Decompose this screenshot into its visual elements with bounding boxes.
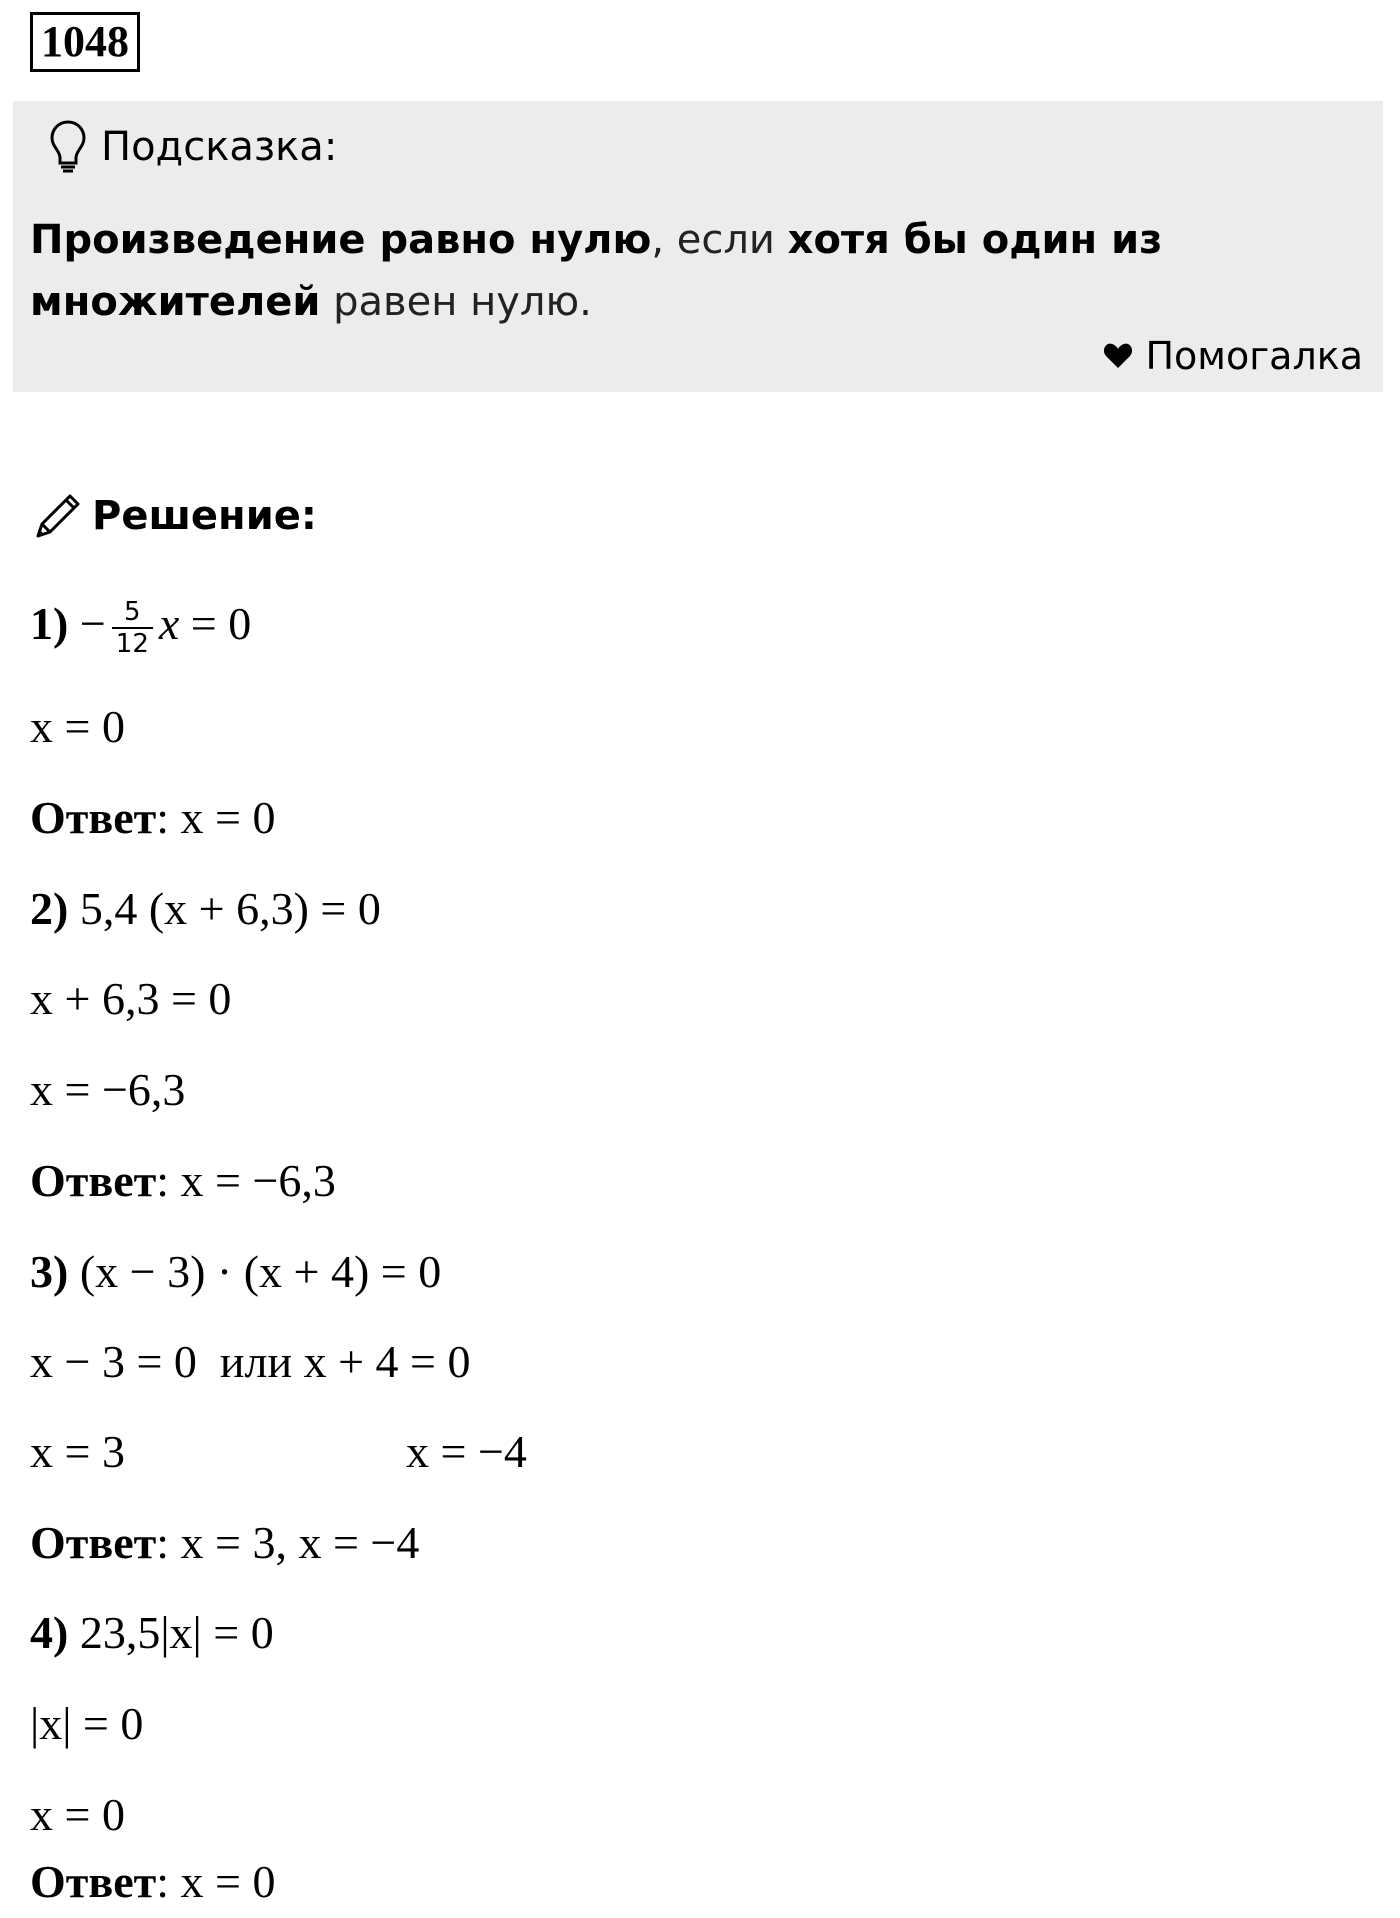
p2-step-2: x = −6,3 xyxy=(30,1064,186,1115)
p2-label: 2) xyxy=(30,883,69,934)
p4-answer-value: : x = 0 xyxy=(156,1856,276,1907)
hint-text-bold-3: множителей xyxy=(30,279,321,325)
p3-label: 3) xyxy=(30,1246,69,1297)
p3-step-1: x − 3 = 0 или x + 4 = 0 xyxy=(30,1336,471,1387)
lightbulb-icon xyxy=(49,119,87,175)
p4-answer xyxy=(30,1854,275,1910)
answer-label: Ответ xyxy=(30,1856,157,1907)
solution-header xyxy=(30,488,317,544)
p1-denominator: 12 xyxy=(112,627,153,659)
p1-var: x xyxy=(158,598,180,649)
p3-eq: (x − 3) · (x + 4) = 0 xyxy=(68,1246,442,1297)
hint-text-bold-2: хотя бы один из xyxy=(787,217,1163,263)
p4-label: 4) xyxy=(30,1607,69,1658)
p1-minus: − xyxy=(79,598,106,649)
hint-text xyxy=(30,209,1230,333)
hint-text-2: , если xyxy=(651,217,788,263)
p4-eq: 23,5|x| = 0 xyxy=(68,1607,274,1658)
p1-label: 1) xyxy=(30,598,69,649)
p1-answer-value: : x = 0 xyxy=(156,792,276,843)
p2-eq: 5,4 (x + 6,3) = 0 xyxy=(68,883,381,934)
p4-step-2: x = 0 xyxy=(30,1789,125,1840)
pencil-icon xyxy=(30,488,86,544)
hint-panel xyxy=(13,101,1383,392)
p2-answer xyxy=(30,1153,336,1209)
p1-fraction xyxy=(112,597,153,659)
p3-equation xyxy=(30,1244,441,1300)
p3-answer xyxy=(30,1515,419,1571)
p4-equation xyxy=(30,1605,274,1661)
answer-label: Ответ xyxy=(30,1517,157,1568)
p3-step-2a: x = 3 xyxy=(30,1426,125,1477)
p2-answer-value: : x = −6,3 xyxy=(156,1155,336,1206)
hint-text-bold-1: Произведение равно нулю xyxy=(30,217,652,263)
solution-title: Решение: xyxy=(92,493,317,539)
p3-answer-value: : x = 3, x = −4 xyxy=(156,1517,420,1568)
p1-answer xyxy=(30,790,275,846)
answer-label: Ответ xyxy=(30,1155,157,1206)
p1-equation xyxy=(30,596,251,659)
p2-step-1: x + 6,3 = 0 xyxy=(30,973,232,1024)
p1-step: x = 0 xyxy=(30,701,125,752)
p2-equation xyxy=(30,881,381,937)
answer-label: Ответ xyxy=(30,792,157,843)
p3-step-2b: x = −4 xyxy=(406,1426,527,1477)
task-number: 1048 xyxy=(30,12,140,72)
hint-header xyxy=(49,119,337,175)
hint-text-5: равен нулю. xyxy=(320,279,592,325)
p1-rhs: = 0 xyxy=(179,598,252,649)
hint-credit xyxy=(1103,331,1363,381)
credit-text: Помогалка xyxy=(1145,334,1363,378)
p4-step-1: |x| = 0 xyxy=(30,1698,144,1749)
hint-title: Подсказка: xyxy=(101,124,338,170)
p1-numerator: 5 xyxy=(124,597,141,628)
heart-icon xyxy=(1103,342,1133,370)
